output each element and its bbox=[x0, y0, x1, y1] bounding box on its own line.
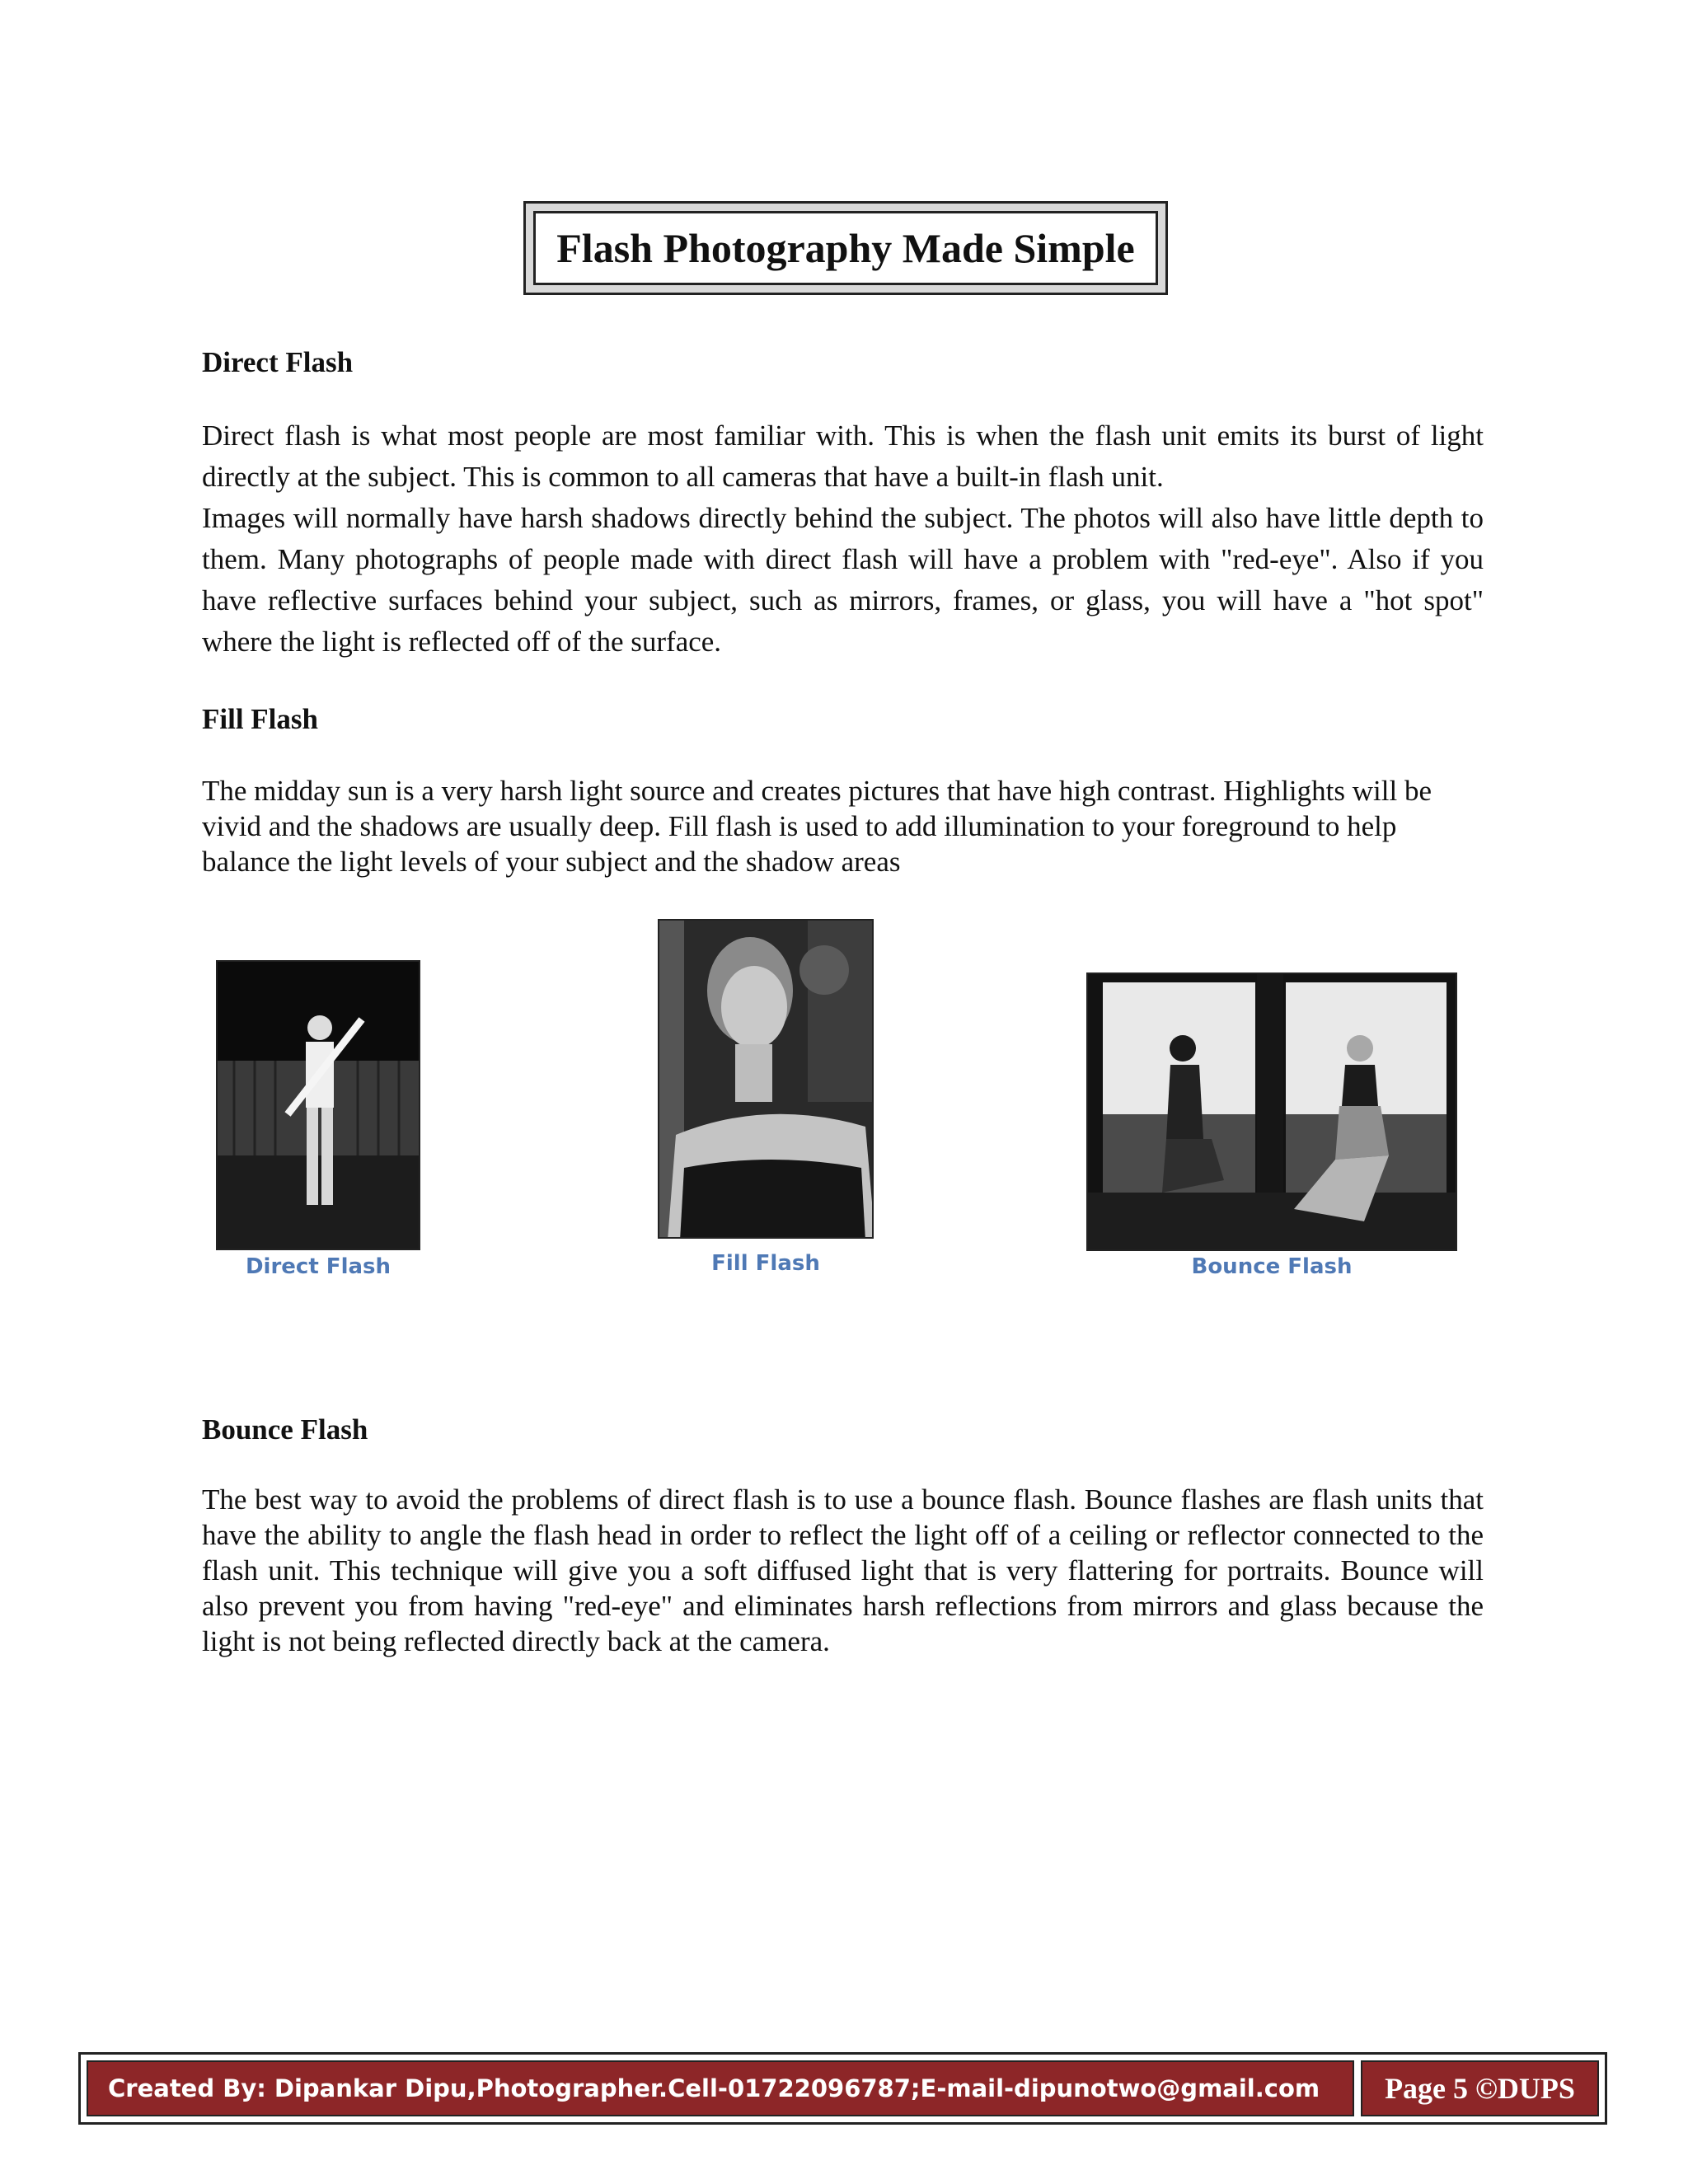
footer-page-number: Page 5 ©DUPS bbox=[1361, 2060, 1599, 2116]
direct-flash-photo-image bbox=[218, 962, 420, 1250]
direct-flash-text bbox=[202, 415, 1484, 663]
title-frame bbox=[523, 201, 1168, 295]
fill-flash-photo bbox=[658, 919, 874, 1239]
fill-flash-text: The midday sun is a very harsh light source and creates pictures that have high contrast. Highlights will be vivid and the shadows are usually deep. Fill flash is used to add illumination to your foreground to help balance the light levels of your subject and the shadow areas bbox=[202, 775, 1432, 878]
heading-bounce-flash: Bounce Flash bbox=[202, 1413, 368, 1446]
caption-fill-flash: Fill Flash bbox=[711, 1251, 820, 1276]
bounce-flash-photo bbox=[1086, 972, 1457, 1251]
direct-flash-paragraph-2: Images will normally have harsh shadows directly behind the subject. The photos will also have little depth to them. Many photographs of people made with direct flash will have a problem with "red-eye". Also if you have reflective surfaces behind your subject, such as mirrors, frames, or glass, you will have a "hot spot" where the light is reflected off of the surface. bbox=[202, 502, 1484, 658]
bounce-flash-text: The best way to avoid the problems of direct flash is to use a bounce flash. Bounce flashes are flash units that have the ability to angle the flash head in order to reflect the light off of a ceiling or reflector connected to the flash unit. This technique will give you a soft diffused light that is very flattering for portraits. Bounce will also prevent you from having "red-eye" and eliminates harsh reflections from mirrors and glass because the light is not being reflected directly back at the camera. bbox=[202, 1483, 1484, 1657]
fill-flash-photo-image bbox=[659, 921, 874, 1239]
caption-direct-flash: Direct Flash bbox=[245, 1254, 392, 1279]
direct-flash-photo bbox=[216, 960, 420, 1250]
page-title: Flash Photography Made Simple bbox=[533, 211, 1158, 285]
page-footer bbox=[78, 2052, 1607, 2125]
heading-direct-flash: Direct Flash bbox=[202, 346, 354, 378]
direct-flash-paragraph-1: Direct flash is what most people are most familiar with. This is when the flash unit emits its burst of light directly at the subject. This is common to all cameras that have a built-in flash unit. bbox=[202, 419, 1484, 493]
bounce-flash-photo-image bbox=[1088, 974, 1457, 1251]
heading-fill-flash: Fill Flash bbox=[202, 703, 318, 735]
caption-bounce-flash: Bounce Flash bbox=[1191, 1254, 1353, 1279]
footer-credit: Created By: Dipankar Dipu,Photographer.Cell-01722096787;E-mail-dipunotwo@gmail.com bbox=[87, 2060, 1354, 2116]
